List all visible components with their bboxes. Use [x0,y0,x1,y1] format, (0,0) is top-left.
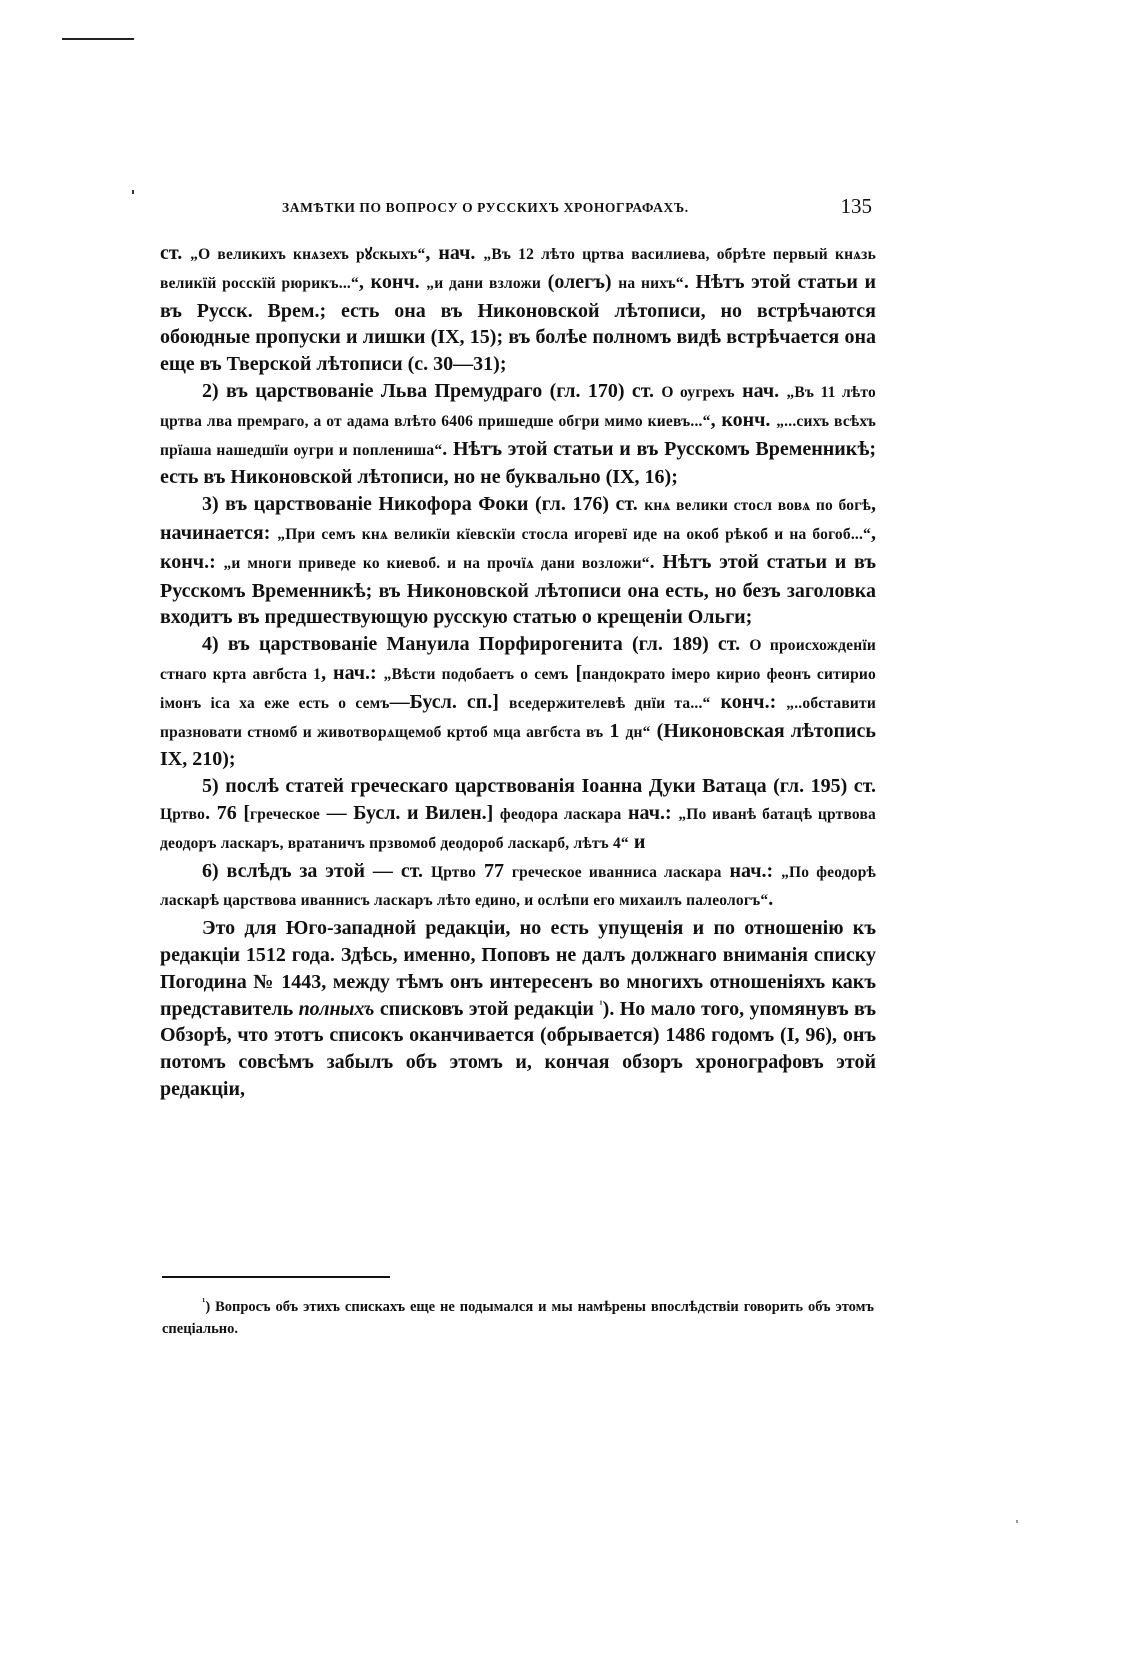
text-run: , конч.: [160,521,876,573]
paragraph-1 [160,240,876,378]
text-run: списковъ этой редакціи [374,997,600,1020]
slavonic-quote: О оугрехъ [661,383,735,401]
text-run: —Бусл. сп.] [389,690,509,713]
text-run: [ [568,661,583,684]
stray-mark-bottom [1016,1520,1018,1523]
text-run: ). Но мало того, упомянувъ въ Обзорѣ, что этотъ списокъ оканчивается (обрывается) 1486 годомъ (I, 96), онъ потомъ совсѣмъ забылъ объ этомъ и, кончая обзоръ хронографовъ этой редакціи, [160,997,876,1100]
footnote-ref: ¹ [599,997,603,1010]
text-run: 3) въ царствованіе Никофора Фоки (гл. 176) ст. [202,493,645,516]
slavonic-quote: О происхожденїи стнаго крта авгбста 1 [160,637,876,683]
slavonic-quote: на нихъ“ [618,274,684,292]
slavonic-quote: феодора ласкара [499,805,622,823]
text-run: 5) послѣ статей греческаго царствованія Іоанна Дуки Ватаца (гл. 195) ст. [202,775,876,798]
text-run: . Нѣтъ этой статьи и въ Русскомъ Временникѣ; есть въ Никоновской лѣтописи, но не буквально (IX, 16); [160,437,876,489]
paragraph-7 [160,915,876,1103]
text-run: 2) въ царствованіе Льва Премудраго (гл. 170) ст. [202,379,662,402]
text-run: 1 [603,719,626,742]
slavonic-quote: греческое иванниса ласкара [511,863,722,881]
text-run: 77 [476,859,512,882]
top-left-rule [62,38,134,40]
paragraph-4 [160,631,876,773]
slavonic-quote: „Въ 12 лѣто цртва василиева, обрѣте первый кнѧзь великїй росскїй рюрикъ...“ [160,246,876,292]
slavonic-quote: греческое [250,805,320,823]
footnote-rule [162,1276,390,1278]
page-number: 135 [840,194,872,218]
slavonic-quote: „О великихъ кнѧзехъ рꙋскыхъ“ [190,246,426,263]
text-run: полныхъ [298,997,375,1020]
text-run: . 76 [ [205,801,250,824]
slavonic-quote: кнѧ велики стосл вовѧ по богѣ [644,497,871,515]
text-run: Это для Юго-западной редакціи, но есть упущенія и по отношенію къ редакціи 1512 года. Здѣсь, именно, Поповъ не далъ должнаго вниманія списку Погодина № 1443, между тѣмъ онъ интересенъ во многихъ отношеніяхъ какъ представитель [160,917,876,1020]
running-title: ЗАМѢТКИ ПО ВОПРОСУ О РУССКИХЪ ХРОНОГРАФАХЪ. [282,200,689,215]
text-run: . Нѣтъ этой статьи и въ Русскомъ Временникѣ; въ Никоновской лѣтописи она есть, но безъ заголовка входитъ въ предшествующую русскую статью о крещеніи Ольги; [160,550,877,629]
slavonic-quote: Цртво [160,805,206,823]
text-run: (олегъ) [541,270,619,293]
slavonic-quote: „...сихъ всѣхъ прїаша нашедшїи оугри и поплениша“ [160,412,876,459]
slavonic-quote: „По феодорѣ ласкарѣ царствова иваннисъ ласкаръ лѣто едино, и ослѣпи его михаилъ палеологъ“ [160,863,877,910]
text-run: — Бусл. и Вилен.] [320,801,500,824]
text-run: 4) въ царствованіе Мануила Порфирогенита (гл. 189) ст. [202,633,750,656]
paragraph-6 [160,858,876,916]
text-run: нач. [734,379,787,402]
slavonic-quote: Цртво [430,863,477,881]
text-run: , конч. [710,408,777,431]
slavonic-quote: пандократо імеро кирио феонъ ситирио імонъ іса ха еже есть о семъ [160,665,876,712]
text-run: ст. [160,242,191,264]
text-run: и [628,830,646,853]
paragraph-5 [160,773,876,857]
text-run: . Нѣтъ этой статьи и въ Русск. Врем.; есть она въ Никоновской лѣтописи, но встрѣчаются обоюдные пропуски и лишки (IX, 15); въ болѣе полномъ видѣ встрѣчается она еще въ Тверской лѣтописи (с. 30—31); [160,270,877,376]
stray-mark [132,190,134,194]
slavonic-quote: „Вѣсти подобаетъ о семъ [383,665,569,683]
page-header [162,196,872,222]
slavonic-quote: вседержителевѣ днїи та...“ [509,694,711,712]
paragraph-3 [160,491,876,631]
text-run: (Никоновская лѣтопись IX, 210); [160,719,876,771]
footnote-text: ) Вопросъ объ этихъ спискахъ еще не подымался и мы намѣрены впослѣдствіи говорить объ этомъ спеціально. [162,1299,874,1337]
text-run: , нач.: [321,661,384,684]
slavonic-quote: „Въ 11 лѣто цртва лва премраго, а от адама влѣто 6406 пришедше обгри мимо киевъ...“ [160,383,876,430]
text-run: , конч. [358,270,427,293]
text-run: конч.: [710,690,787,713]
slavonic-quote: „..обставити празновати стномб и животворѧщемоб кртоб мца авгбста въ [160,694,876,741]
text-run: нач.: [721,859,782,882]
text-run: 6) вслѣдъ за этой — ст. [202,859,431,882]
slavonic-quote: „и многи приведе ко киевоб. и на прочїѧ дани возложи“ [223,554,650,572]
text-run: , нач. [425,242,484,264]
body-text [160,240,876,1103]
footnote-marker: ¹ [202,1296,206,1309]
slavonic-quote: „При семъ кнѧ великїи кїевскїи стосла игоревї иде на окоб рѣкоб и на богоб...“ [277,525,871,543]
slavonic-quote: „По иванѣ батацѣ цртвова деодоръ ласкаръ, вратаничъ прзвомоб деодороб ласкарб, лѣтъ 4“ [160,805,876,852]
slavonic-quote: дн“ [625,723,651,741]
footnote [162,1296,874,1340]
text-run: , начинается: [160,493,876,544]
paragraph-2 [160,378,876,491]
text-run: . [768,888,774,911]
slavonic-quote: „и дани взложи [426,274,542,292]
text-run: нач.: [621,801,679,824]
